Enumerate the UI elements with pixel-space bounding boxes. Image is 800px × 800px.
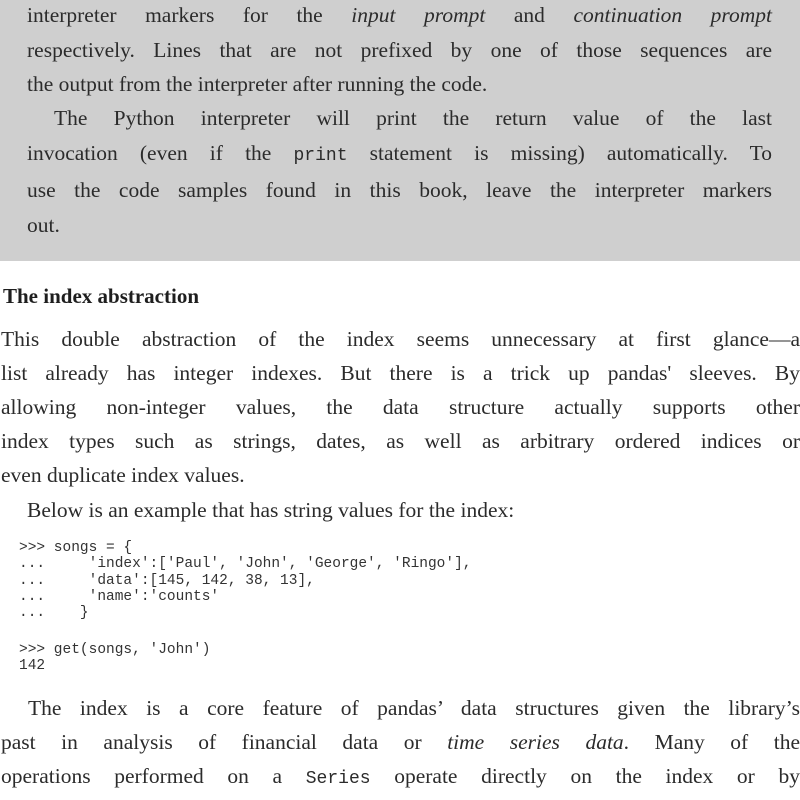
note-line-1: interpreter markers for the input prompt and continuation prompt — [27, 3, 772, 27]
para3-line-3: operations performed on a Series operate directly on the index or by — [1, 764, 800, 789]
code-line: ... 'index':['Paul', 'John', 'George', 'Ringo'], — [19, 556, 472, 573]
section-paragraph-1 — [0, 322, 800, 492]
note-line-3: the output from the interpreter after running the code. — [27, 72, 488, 96]
section-paragraph-2 — [0, 493, 800, 527]
inline-code-print: print — [293, 145, 348, 166]
para3-line-1: The index is a core feature of pandas’ data structures given the library’s — [28, 696, 800, 720]
para3-line-2: past in analysis of financial data or time series data. Many of the — [1, 730, 800, 754]
code-line: >>> songs = { — [19, 540, 133, 556]
note-paragraph-2 — [0, 101, 800, 242]
code-line: ... } — [19, 605, 89, 622]
note-p2-line-1: The Python interpreter will print the return value of the last — [54, 106, 772, 130]
code-block-get-call — [19, 642, 210, 675]
para1-line-3: allowing non-integer values, the data structure actually supports other — [1, 395, 800, 419]
code-line: ... 'data':[145, 142, 38, 13], — [19, 572, 315, 589]
note-p2-line-3: use the code samples found in this book, leave the interpreter markers — [27, 178, 772, 202]
inline-code-series: Series — [305, 769, 371, 789]
code-line: ... 'name':'counts' — [19, 588, 220, 605]
para1-line-1: This double abstraction of the index seems unnecessary at first glance—a — [1, 327, 800, 351]
section-heading: The index abstraction — [3, 284, 200, 308]
emphasis-continuation-prompt: continuation prompt — [573, 3, 772, 27]
code-line: 142 — [19, 658, 46, 675]
emphasis-time-series-data: time series data — [447, 730, 624, 754]
note-line-2: respectively. Lines that are not prefixed by one of those sequences are — [27, 37, 772, 62]
note-p2-line-2: invocation (even if the print statement is missing) automatically. To — [27, 140, 772, 166]
section-paragraph-3 — [0, 691, 800, 796]
emphasis-input-prompt: input prompt — [351, 3, 486, 27]
note-callout-box — [0, 0, 800, 261]
code-block-songs-dict — [19, 540, 471, 621]
code-line: >>> get(songs, 'John') — [19, 642, 211, 658]
para1-line-4: index types such as strings, dates, as well as arbitrary ordered indices or — [1, 429, 800, 453]
para1-line-5: even duplicate index values. — [1, 463, 245, 487]
para2-line: Below is an example that has string values for the index: — [27, 498, 515, 522]
note-paragraph-1 — [0, 0, 800, 102]
para1-line-2: list already has integer indexes. But there is a trick up pandas' sleeves. By — [1, 361, 800, 385]
note-p2-line-4: out. — [27, 212, 60, 237]
